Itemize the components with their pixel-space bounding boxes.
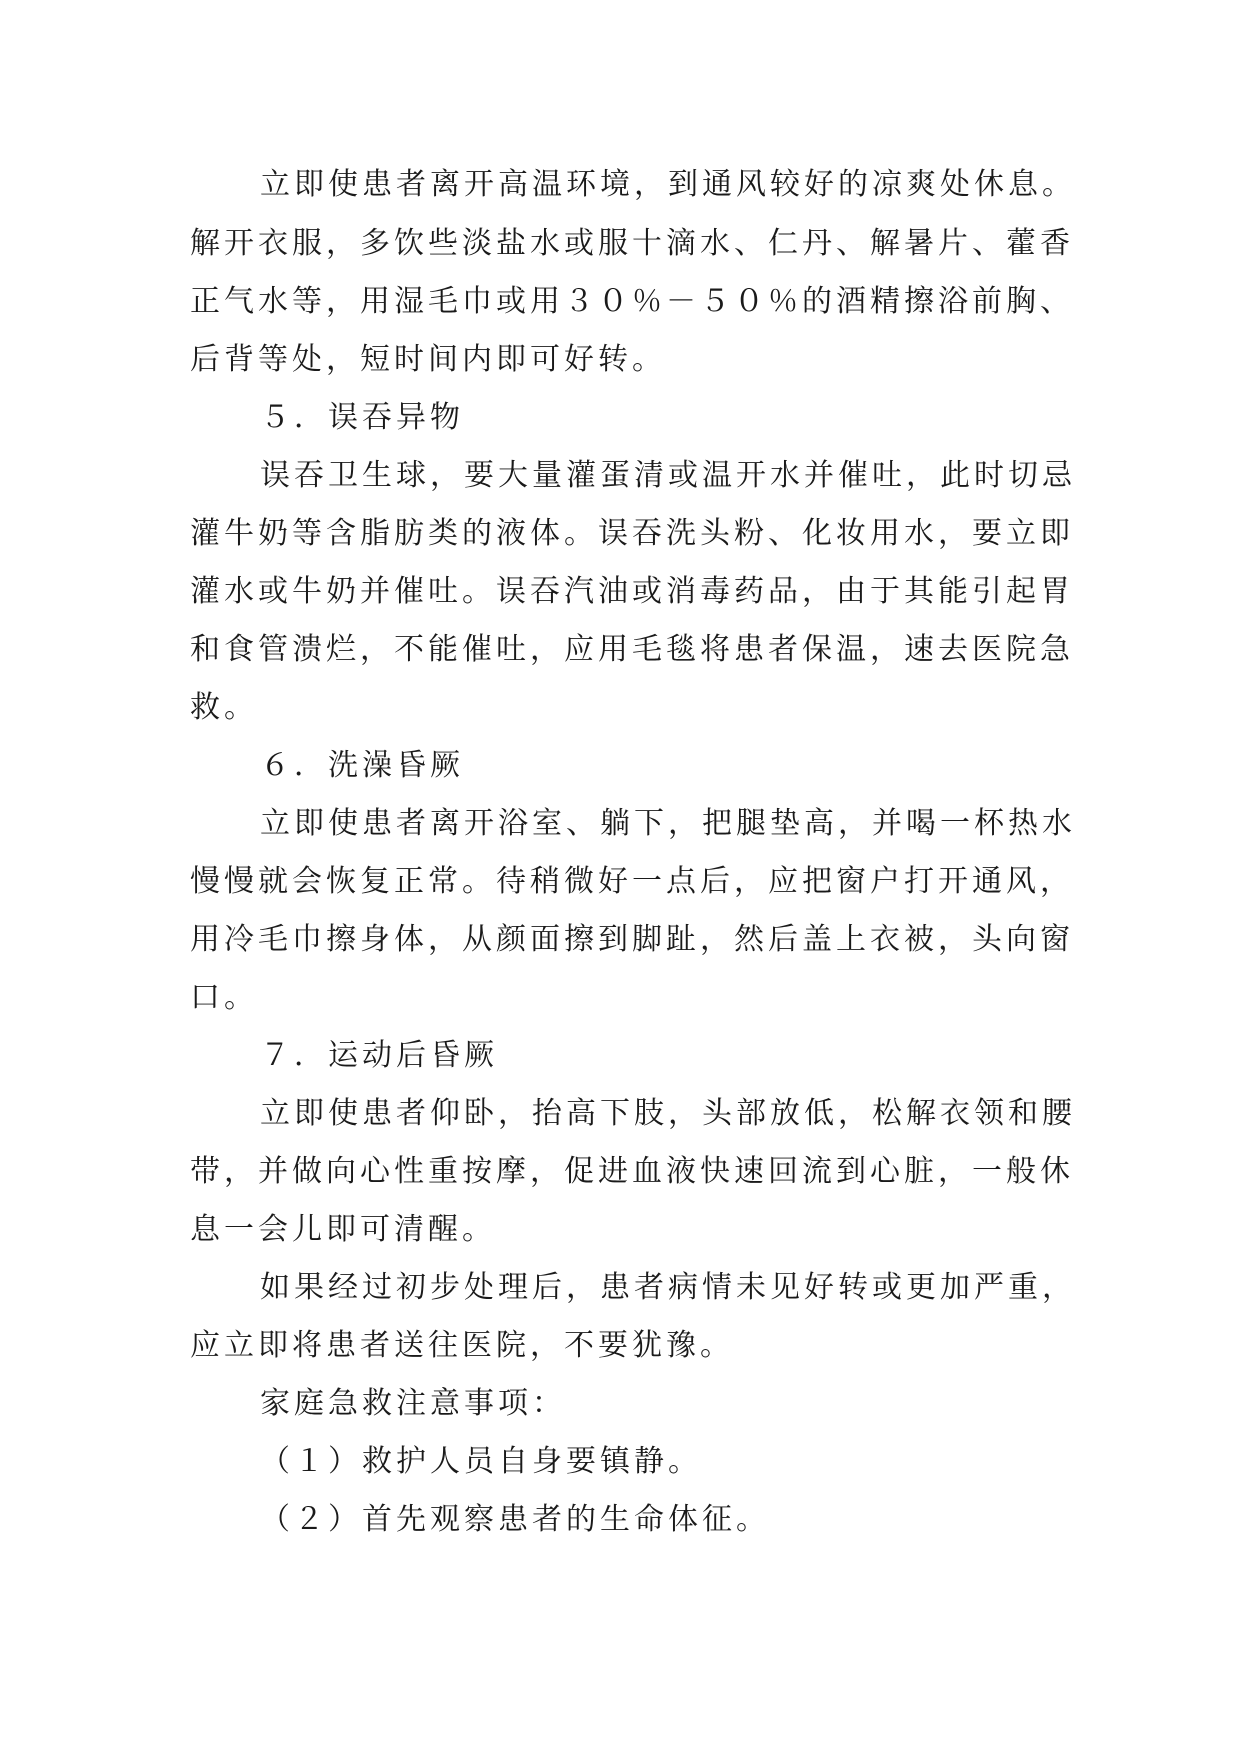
paragraph-line: 后背等处，短时间内即可好转。: [190, 342, 666, 377]
paragraph-line: 解开衣服，多饮些淡盐水或服十滴水、仁丹、解暑片、藿香: [190, 226, 1074, 261]
paragraph-line: 立即使患者仰卧，抬高下肢，头部放低，松解衣领和腰: [260, 1096, 1076, 1131]
section-heading: ６．洗澡昏厥: [260, 748, 464, 783]
paragraph-line: 带，并做向心性重按摩，促进血液快速回流到心脏，一般休: [190, 1154, 1074, 1189]
paragraph-line: 如果经过初步处理后，患者病情未见好转或更加严重，: [260, 1270, 1076, 1305]
paragraph-line: 和食管溃烂，不能催吐，应用毛毯将患者保温，速去医院急: [190, 632, 1074, 667]
paragraph-line: 立即使患者离开高温环境，到通风较好的凉爽处休息。: [260, 167, 1076, 202]
paragraph-line: 误吞卫生球，要大量灌蛋清或温开水并催吐，此时切忌: [260, 458, 1076, 493]
paragraph-line: 息一会儿即可清醒。: [190, 1212, 496, 1247]
paragraph-line: 用冷毛巾擦身体，从颜面擦到脚趾，然后盖上衣被，头向窗: [190, 922, 1074, 957]
section-heading: ５．误吞异物: [260, 400, 464, 435]
paragraph-line: 正气水等，用湿毛巾或用３０％－５０％的酒精擦浴前胸、: [190, 284, 1074, 319]
paragraph-line: 口。: [190, 980, 258, 1015]
paragraph-line: 灌牛奶等含脂肪类的液体。误吞洗头粉、化妆用水，要立即: [190, 516, 1074, 551]
section-heading: ７．运动后昏厥: [260, 1038, 498, 1073]
paragraph-line: 救。: [190, 690, 258, 725]
paragraph-line: 慢慢就会恢复正常。待稍微好一点后，应把窗户打开通风，: [190, 864, 1074, 899]
paragraph-line: 灌水或牛奶并催吐。误吞汽油或消毒药品，由于其能引起胃: [190, 574, 1074, 609]
paragraph-line: 应立即将患者送往医院，不要犹豫。: [190, 1328, 734, 1363]
paragraph-line: 立即使患者离开浴室、躺下，把腿垫高，并喝一杯热水: [260, 806, 1076, 841]
list-item: （２）首先观察患者的生命体征。: [260, 1502, 770, 1537]
list-item: （１）救护人员自身要镇静。: [260, 1444, 702, 1479]
notes-heading: 家庭急救注意事项：: [260, 1386, 566, 1421]
